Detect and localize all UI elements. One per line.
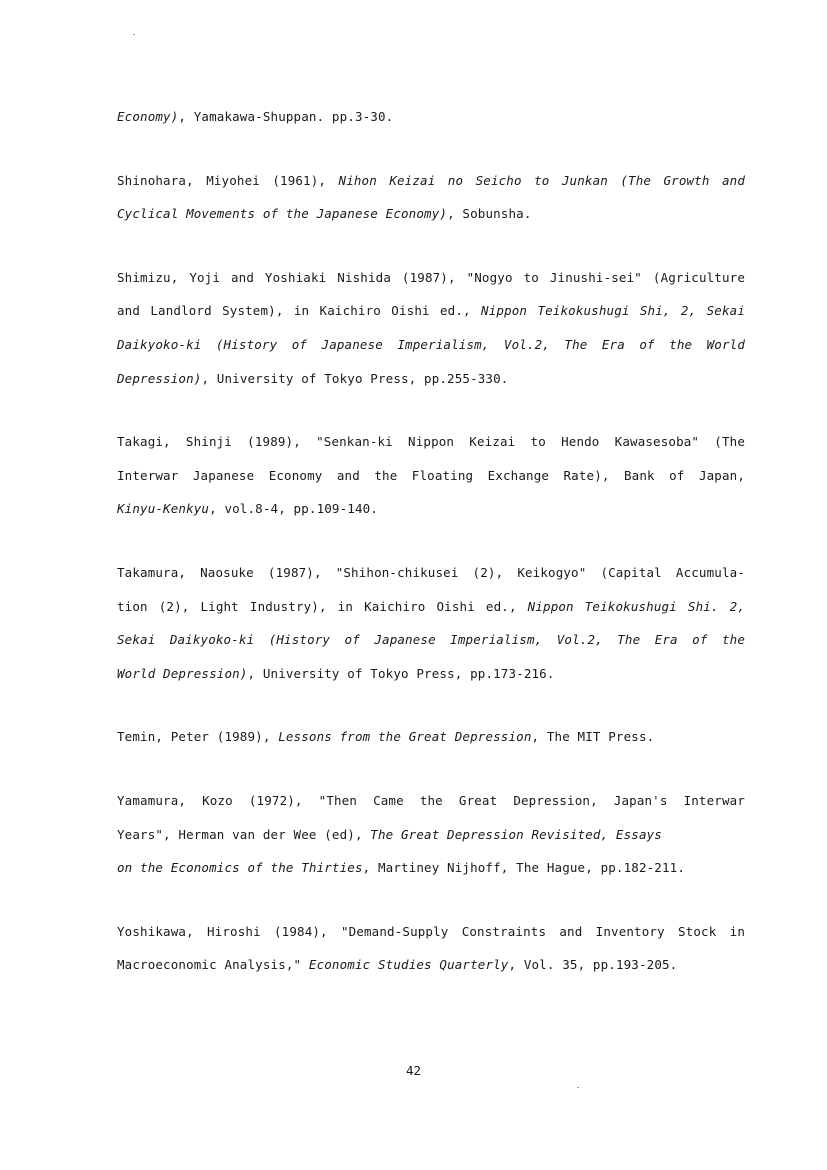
- reference-line: [117, 851, 745, 885]
- reference-entry: [117, 784, 745, 885]
- reference-text: , University of Tokyo Press, pp.255-330.: [201, 370, 509, 386]
- page-number: 42: [405, 1063, 422, 1078]
- reference-text: Macroeconomic Analysis,": [117, 957, 309, 973]
- reference-line: [117, 261, 745, 295]
- reference-line: [117, 294, 745, 328]
- reference-title-text: Lessons from the Great Depression: [278, 729, 532, 745]
- reference-text: , Vol. 35, pp.193-205.: [508, 957, 678, 973]
- reference-text: Yoshikawa, Hiroshi (1984), "Demand-Supply Constraints and Inventory Stock in: [117, 923, 745, 939]
- reference-list: [117, 100, 745, 1012]
- reference-line: [117, 100, 745, 134]
- reference-line: [117, 818, 745, 852]
- reference-line: [117, 590, 745, 624]
- reference-text: , Martiney Nijhoff, The Hague, pp.182-211.: [362, 860, 686, 876]
- reference-line: [117, 948, 745, 982]
- reference-text: and Landlord System), in Kaichiro Oishi ed.,: [117, 303, 482, 319]
- reference-text: Temin, Peter (1989),: [117, 729, 279, 745]
- reference-text: , Yamakawa-Shuppan. pp.3-30.: [178, 109, 394, 124]
- reference-title-text: Nihon Keizai no Seicho to Junkan (The Growth and: [338, 172, 745, 188]
- reference-text: Takagi, Shinji (1989), "Senkan-ki Nippon Keizai to Hendo Kawasesoba" (The: [117, 434, 745, 450]
- reference-line: [117, 425, 745, 459]
- reference-title-text: Nippon Teikokushugi Shi, 2, Sekai: [481, 303, 745, 319]
- reference-entry: [117, 100, 745, 134]
- reference-text: Takamura, Naosuke (1987), "Shihon-chikusei (2), Keikogyo" (Capital Accumula-: [117, 564, 745, 580]
- reference-line: [117, 328, 745, 362]
- reference-title-text: Economic Studies Quarterly: [308, 957, 509, 973]
- reference-title-text: Kinyu-Kenkyu: [117, 501, 210, 517]
- reference-title-text: Daikyoko-ki (History of Japanese Imperialism, Vol.2, The Era of the World: [117, 336, 745, 352]
- scan-speck: [133, 34, 135, 35]
- reference-text: Interwar Japanese Economy and the Floating Exchange Rate), Bank of Japan,: [117, 467, 745, 483]
- reference-title-text: on the Economics of the Thirties: [117, 860, 363, 876]
- reference-title-text: Sekai Daikyoko-ki (History of Japanese Imperialism, Vol.2, The Era of the: [117, 632, 745, 648]
- reference-entry: [117, 915, 745, 982]
- reference-line: [117, 197, 745, 231]
- reference-title-text: Cyclical Movements of the Japanese Economy): [117, 206, 448, 222]
- reference-text: , The MIT Press.: [531, 729, 655, 745]
- reference-line: [117, 915, 745, 949]
- reference-entry: [117, 556, 745, 690]
- reference-line: [117, 164, 745, 198]
- reference-text: , vol.8-4, pp.109-140.: [209, 501, 378, 517]
- reference-line: [117, 623, 745, 657]
- reference-line: [117, 556, 745, 590]
- reference-text: Shinohara, Miyohei (1961),: [117, 172, 339, 188]
- reference-entry: [117, 720, 745, 754]
- reference-title-text: Economy): [117, 109, 179, 124]
- reference-text: , University of Tokyo Press, pp.173-216.: [247, 665, 555, 681]
- reference-title-text: Depression): [117, 370, 202, 386]
- reference-text: Yamamura, Kozo (1972), "Then Came the Great Depression, Japan's Interwar: [117, 792, 745, 808]
- reference-entry: [117, 164, 745, 231]
- reference-line: [117, 459, 745, 493]
- scan-speck: [577, 1087, 579, 1088]
- reference-title-text: Nippon Teikokushugi Shi. 2,: [527, 598, 745, 614]
- reference-text: tion (2), Light Industry), in Kaichiro Oishi ed.,: [117, 598, 528, 614]
- reference-text: Shimizu, Yoji and Yoshiaki Nishida (1987), "Nogyo to Jinushi-sei" (Agriculture: [117, 269, 745, 285]
- reference-entry: [117, 425, 745, 526]
- reference-title-text: World Depression): [117, 665, 248, 681]
- reference-text: Years", Herman van der Wee (ed),: [117, 826, 371, 842]
- reference-line: [117, 362, 745, 396]
- reference-title-text: The Great Depression Revisited, Essays: [370, 826, 662, 842]
- reference-entry: [117, 261, 745, 395]
- reference-line: [117, 784, 745, 818]
- reference-line: [117, 720, 745, 754]
- reference-line: [117, 657, 745, 691]
- reference-text: , Sobunsha.: [447, 206, 532, 222]
- reference-line: [117, 492, 745, 526]
